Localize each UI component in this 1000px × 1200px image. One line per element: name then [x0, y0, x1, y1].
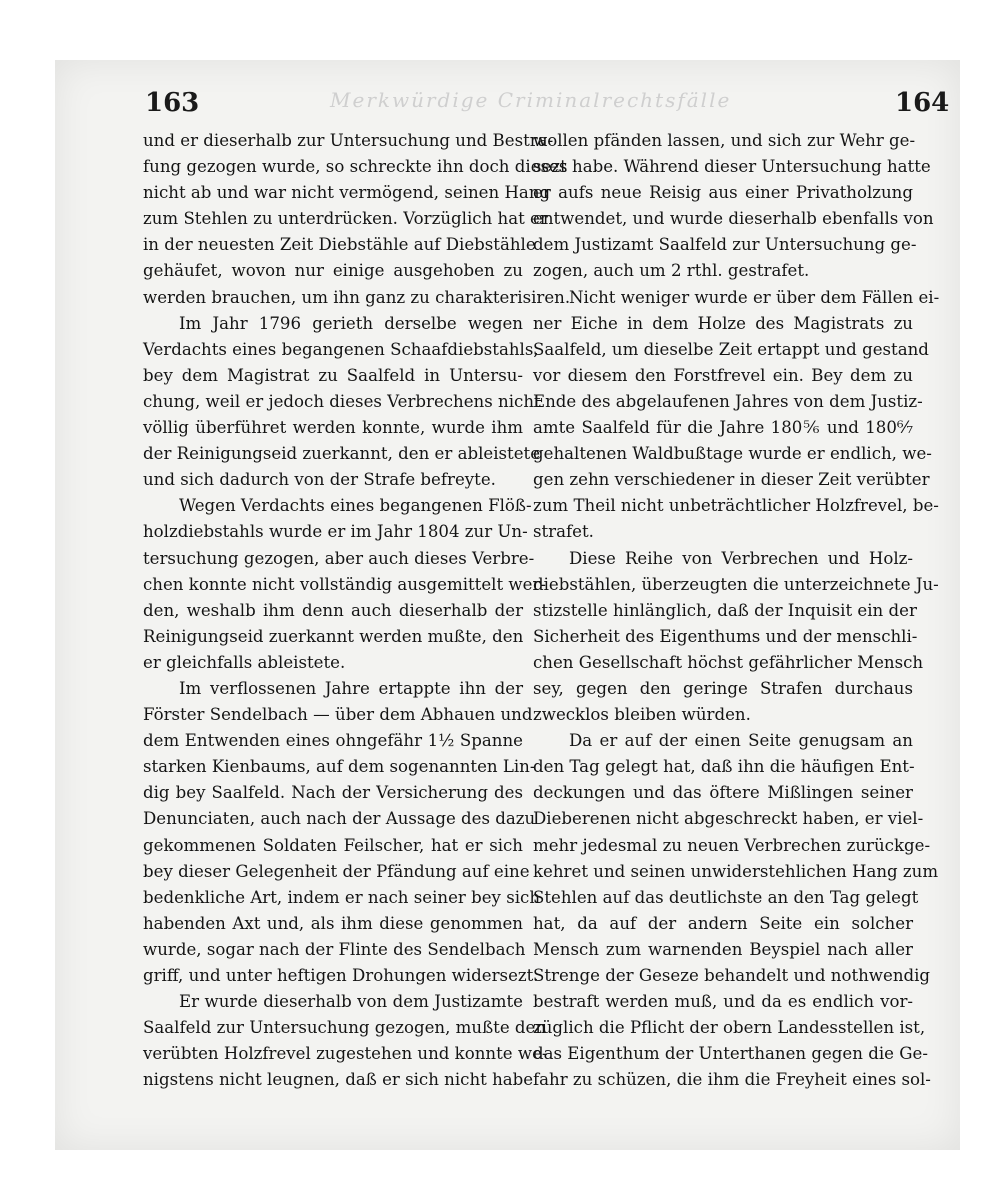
text-line: zum Theil nicht unbeträchtlicher Holzfrevel, be- [533, 496, 939, 516]
text-line: das Eigenthum der Unterthanen gegen die Ge- [533, 1044, 928, 1064]
text-line: züglich die Pflicht der obern Landesstellen ist, [533, 1018, 926, 1038]
text-line: nigstens nicht leugnen, daß er sich nicht habe [143, 1070, 534, 1090]
text-line: bedenkliche Art, indem er nach seiner bey sich [143, 887, 541, 907]
text-line: den, weshalb ihm denn auch dieserhalb der [143, 600, 523, 620]
text-line: zwecklos bleiben würden. [533, 705, 751, 725]
text-line: fahr zu schüzen, die ihm die Freyheit eines sol- [533, 1070, 931, 1090]
text-line: starken Kienbaums, auf dem sogenannten Lin- [143, 757, 536, 777]
text-line: Dieberenen nicht abgeschreckt haben, er viel- [533, 809, 924, 829]
text-line: bestraft werden muß, und da es endlich vor- [533, 992, 913, 1012]
text-line: Verdachts eines begangenen Schaafdiebstahls, [143, 339, 539, 359]
text-line: sey, gegen den geringe Strafen durchaus [533, 678, 913, 698]
text-line: chung, weil er jedoch dieses Verbrechens nicht [143, 391, 541, 411]
right-text-column [533, 128, 940, 1093]
text-line: bey dem Magistrat zu Saalfeld in Untersu- [143, 365, 523, 385]
text-line: hat, da auf der andern Seite ein solcher [533, 913, 913, 933]
text-line: entwendet, und wurde dieserhalb ebenfalls von [533, 209, 934, 229]
text-line: werden brauchen, um ihn ganz zu charakterisiren. [143, 287, 571, 307]
text-line: deckungen und das öftere Mißlingen seiner [533, 783, 913, 803]
text-line: verübten Holzfrevel zugestehen und konnte we- [143, 1044, 548, 1064]
text-line: habenden Axt und, als ihm diese genommen [143, 913, 523, 933]
text-line: und er dieserhalb zur Untersuchung und Bestra- [143, 131, 554, 150]
text-line: Strenge der Geseze behandelt und nothwendig [533, 966, 931, 985]
text-line: chen Gesellschaft höchst gefährlicher Mensch [533, 652, 924, 672]
text-line: und sich dadurch von der Strafe befreyte. [143, 470, 496, 490]
text-line: in der neuesten Zeit Diebstähle auf Diebstähle [143, 235, 536, 255]
text-line: Im Jahr 1796 gerieth derselbe wegen [179, 313, 523, 333]
text-line: wollen pfänden lassen, und sich zur Wehr ge- [533, 131, 916, 150]
text-line: Stehlen auf das deutlichste an den Tag gelegt [533, 887, 919, 907]
text-line: tersuchung gezogen, aber auch dieses Verbre- [143, 548, 535, 568]
text-line: Förster Sendelbach — über dem Abhauen und [143, 705, 533, 725]
text-line: amte Saalfeld für die Jahre 180⅚ und 180⁶⁄₇ [533, 418, 913, 438]
text-line: Ende des abgelaufenen Jahres von dem Justiz- [533, 391, 923, 411]
text-line: Saalfeld, um dieselbe Zeit ertappt und gestand [533, 339, 929, 359]
text-line: mehr jedesmal zu neuen Verbrechen zurückge- [533, 835, 931, 855]
text-line: Reinigungseid zuerkannt werden mußte, den [143, 626, 524, 646]
text-line: Diese Reihe von Verbrechen und Holz- [569, 548, 913, 568]
text-line: gekommenen Soldaten Feilscher, hat er sich [143, 835, 523, 855]
text-line: Wegen Verdachts eines begangenen Flöß- [179, 496, 532, 516]
text-line: sezt habe. Während dieser Untersuchung hatte [533, 157, 931, 177]
text-line: vor diesem den Forstfrevel ein. Bey dem zu [533, 365, 913, 385]
text-line: Mensch zum warnenden Beyspiel nach aller [533, 939, 913, 959]
text-line: ner Eiche in dem Holze des Magistrats zu [533, 313, 913, 333]
text-line: holzdiebstahls wurde er im Jahr 1804 zur Un- [143, 522, 528, 542]
text-line: dem Justizamt Saalfeld zur Untersuchung ge- [533, 235, 917, 255]
text-line: gen zehn verschiedener in dieser Zeit verübter [533, 470, 930, 490]
text-line: dig bey Saalfeld. Nach der Versicherung des [143, 783, 523, 803]
text-line: bey dieser Gelegenheit der Pfändung auf eine [143, 861, 530, 881]
text-line: fung gezogen wurde, so schreckte ihn doch dieses [143, 157, 568, 177]
text-line: chen konnte nicht vollständig ausgemittelt wer- [143, 574, 546, 594]
page-number-right: 164 [895, 88, 950, 118]
bleed-through-header: Merkwürdige Criminalrechtsfälle [330, 88, 732, 112]
text-line: er aufs neue Reisig aus einer Privatholzung [533, 183, 913, 203]
text-line: Er wurde dieserhalb von dem Justizamte [179, 992, 523, 1012]
text-line: zogen, auch um 2 rthl. gestrafet. [533, 261, 810, 281]
text-line: zum Stehlen zu unterdrücken. Vorzüglich hat er [143, 209, 548, 229]
text-line: gehaltenen Waldbußtage wurde er endlich, we- [533, 444, 932, 464]
text-line: völlig überführet werden konnte, wurde ihm [143, 418, 523, 438]
page-number-left: 163 [145, 88, 200, 118]
text-line: den Tag gelegt hat, daß ihn die häufigen Ent- [533, 757, 915, 777]
text-line: diebstählen, überzeugten die unterzeichnete Ju- [533, 574, 939, 594]
text-line: dem Entwenden eines ohngefähr 1½ Spanne [143, 731, 523, 751]
text-line: gehäufet, wovon nur einige ausgehoben zu [143, 261, 523, 281]
text-line: Sicherheit des Eigenthums und der menschli- [533, 626, 918, 646]
text-line: stizstelle hinlänglich, daß der Inquisit ein der [533, 600, 917, 620]
text-line: Denunciaten, auch nach der Aussage des dazu [143, 809, 536, 829]
text-line: Da er auf der einen Seite genugsam an [569, 731, 913, 751]
text-line: der Reinigungseid zuerkannt, den er ableistete [143, 444, 541, 464]
text-line: wurde, sogar nach der Flinte des Sendelbach [143, 939, 526, 959]
text-line: strafet. [533, 522, 594, 542]
text-line: Nicht weniger wurde er über dem Fällen ei- [569, 287, 940, 307]
text-line: er gleichfalls ableistete. [143, 652, 346, 672]
text-line: Saalfeld zur Untersuchung gezogen, mußte den [143, 1018, 547, 1038]
text-line: Im verflossenen Jahre ertappte ihn der [179, 678, 523, 698]
text-line: griff, und unter heftigen Drohungen widersezt. [143, 966, 539, 985]
text-line: kehret und seinen unwiderstehlichen Hang zum [533, 861, 939, 881]
text-line: nicht ab und war nicht vermögend, seinen Hang [143, 183, 551, 203]
